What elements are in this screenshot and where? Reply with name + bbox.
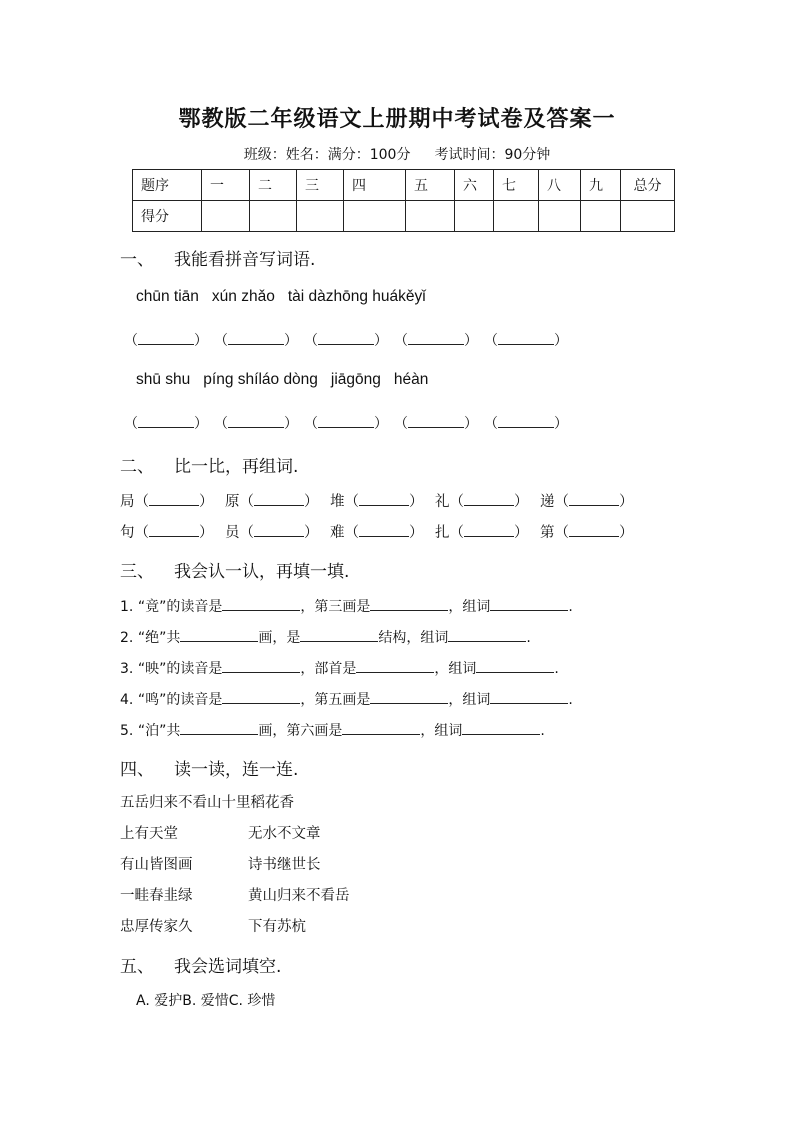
score-cell[interactable] xyxy=(344,201,406,232)
pinyin-item: héàn xyxy=(393,371,429,388)
character: 第 xyxy=(540,525,555,541)
section-heading xyxy=(120,557,349,582)
paren-open: （ xyxy=(394,333,408,349)
answer-blank[interactable] xyxy=(254,536,304,537)
matching-text: 五岳归来不看山十里稻花香 xyxy=(120,795,294,811)
section-heading xyxy=(120,245,315,270)
section-title: 比一比，再组词. xyxy=(174,457,299,477)
answer-blank[interactable] xyxy=(462,734,540,735)
matching-right-item[interactable]: 无水不文章 xyxy=(248,826,321,842)
question-text: 画，第六画是 xyxy=(258,723,343,739)
answer-blank[interactable] xyxy=(498,344,554,345)
header-cell: 四 xyxy=(344,170,406,201)
answer-blank[interactable] xyxy=(300,641,378,642)
score-cell[interactable] xyxy=(406,201,455,232)
question-number: 4. xyxy=(120,692,134,708)
character: 句 xyxy=(120,525,135,541)
question-number: 1. xyxy=(120,599,134,615)
section-number: 五、 xyxy=(120,957,154,977)
answer-blank[interactable] xyxy=(318,344,374,345)
answer-blank[interactable] xyxy=(498,427,554,428)
answer-blank[interactable] xyxy=(359,536,409,537)
question-text: ，第三画是 xyxy=(300,599,371,615)
answer-blank[interactable] xyxy=(138,344,194,345)
paren-close: ） xyxy=(409,525,424,541)
answer-blank[interactable] xyxy=(342,734,420,735)
question-item xyxy=(120,596,573,616)
character: 礼 xyxy=(435,494,450,510)
paren-open: （ xyxy=(484,416,498,432)
paren-close: ） xyxy=(619,494,634,510)
question-text: 结构，组词 xyxy=(378,630,449,646)
exam-info xyxy=(0,144,794,164)
question-text: ，组词 xyxy=(448,692,491,708)
answer-blank[interactable] xyxy=(370,703,448,704)
paren-open: （ xyxy=(554,525,569,541)
answer-blank[interactable] xyxy=(464,536,514,537)
section-number: 一、 xyxy=(120,250,154,270)
question-text: 画，是 xyxy=(258,630,301,646)
question-item xyxy=(120,627,531,647)
paren-close: ） xyxy=(284,416,298,432)
paren-open: （ xyxy=(214,416,228,432)
character: 堆 xyxy=(330,494,345,510)
score-cell[interactable] xyxy=(494,201,539,232)
answer-blank[interactable] xyxy=(476,672,554,673)
character: 原 xyxy=(225,494,240,510)
question-text: “竟”的读音是 xyxy=(137,599,223,615)
section-title: 我会认一认，再填一填. xyxy=(174,562,350,582)
section-number: 三、 xyxy=(120,562,154,582)
header-cell: 二 xyxy=(250,170,297,201)
section-title: 我能看拼音写词语. xyxy=(174,250,316,270)
paren-close: ） xyxy=(284,333,298,349)
matching-left-item[interactable]: 忠厚传家久 xyxy=(120,919,193,935)
answer-blank[interactable] xyxy=(222,672,300,673)
paren-open: （ xyxy=(124,416,138,432)
page-title: 鄂教版二年级语文上册期中考试卷及答案一 xyxy=(178,106,616,132)
header-cell: 题序 xyxy=(133,170,202,201)
paren-open: （ xyxy=(134,494,149,510)
answer-blank[interactable] xyxy=(408,427,464,428)
matching-left-item[interactable]: 上有天堂 xyxy=(120,826,178,842)
character: 员 xyxy=(225,525,240,541)
word-options: A. 爱护B. 爱惜C. 珍惜 xyxy=(136,993,276,1009)
section-title: 我会选词填空. xyxy=(174,957,282,977)
question-text: . xyxy=(526,630,531,646)
question-item xyxy=(120,720,545,740)
paren-close: ） xyxy=(199,525,214,541)
character: 难 xyxy=(330,525,345,541)
question-text: . xyxy=(568,599,573,615)
character: 局 xyxy=(120,494,135,510)
paren-open: （ xyxy=(124,333,138,349)
paren-close: ） xyxy=(554,416,568,432)
paren-open: （ xyxy=(304,416,318,432)
question-number: 5. xyxy=(120,723,134,739)
paren-open: （ xyxy=(449,494,464,510)
question-text: . xyxy=(568,692,573,708)
header-cell: 五 xyxy=(406,170,455,201)
paren-open: （ xyxy=(449,525,464,541)
answer-blank[interactable] xyxy=(180,734,258,735)
matching-left-item[interactable]: 有山皆图画 xyxy=(120,857,193,873)
section-number: 二、 xyxy=(120,457,154,477)
answer-blank[interactable] xyxy=(138,427,194,428)
answer-blank[interactable] xyxy=(569,536,619,537)
answer-blank[interactable] xyxy=(569,505,619,506)
question-text: ，部首是 xyxy=(300,661,357,677)
answer-blank[interactable] xyxy=(359,505,409,506)
exam-time-label: 考试时间：90分钟 xyxy=(434,147,551,163)
paren-open: （ xyxy=(214,333,228,349)
paren-open: （ xyxy=(394,416,408,432)
matching-right-item[interactable]: 诗书继世长 xyxy=(248,857,321,873)
paren-close: ） xyxy=(464,333,478,349)
question-item xyxy=(120,689,573,709)
paren-close: ） xyxy=(464,416,478,432)
pinyin-row xyxy=(136,288,439,306)
question-item xyxy=(120,658,559,678)
paren-open: （ xyxy=(344,525,359,541)
answer-blank[interactable] xyxy=(448,641,526,642)
character: 递 xyxy=(540,494,555,510)
question-text: “绝”共 xyxy=(137,630,181,646)
answer-blank[interactable] xyxy=(490,703,568,704)
question-text: . xyxy=(540,723,545,739)
question-text: “泊”共 xyxy=(137,723,181,739)
paren-close: ） xyxy=(619,525,634,541)
score-cell[interactable] xyxy=(539,201,581,232)
answer-blank[interactable] xyxy=(149,536,199,537)
answer-blank-row xyxy=(124,413,574,433)
answer-blank[interactable] xyxy=(149,505,199,506)
answer-blank[interactable] xyxy=(222,703,300,704)
score-cell[interactable] xyxy=(581,201,621,232)
paren-close: ） xyxy=(304,494,319,510)
question-text: ，组词 xyxy=(448,599,491,615)
matching-right-item[interactable]: 下有苏杭 xyxy=(248,919,306,935)
header-cell: 总分 xyxy=(621,170,675,201)
row-label: 得分 xyxy=(133,201,202,232)
header-cell: 九 xyxy=(581,170,621,201)
paren-close: ） xyxy=(554,333,568,349)
score-table-score-row xyxy=(133,201,675,232)
section-heading xyxy=(120,755,298,780)
score-table-header-row xyxy=(133,170,675,201)
answer-blank[interactable] xyxy=(490,610,568,611)
section-title: 读一读，连一连. xyxy=(174,760,299,780)
question-text: ，组词 xyxy=(420,723,463,739)
paren-close: ） xyxy=(199,494,214,510)
question-text: . xyxy=(554,661,559,677)
question-text: “鸣”的读音是 xyxy=(137,692,223,708)
answer-blank[interactable] xyxy=(254,505,304,506)
paren-close: ） xyxy=(374,416,388,432)
answer-blank[interactable] xyxy=(180,641,258,642)
pinyin-item: shū shu xyxy=(136,371,191,388)
paren-close: ） xyxy=(374,333,388,349)
paren-open: （ xyxy=(239,525,254,541)
header-cell: 八 xyxy=(539,170,581,201)
paren-open: （ xyxy=(304,333,318,349)
answer-blank[interactable] xyxy=(408,344,464,345)
answer-blank[interactable] xyxy=(356,672,434,673)
pinyin-item: píng shíláo dòng xyxy=(203,371,318,388)
score-cell[interactable] xyxy=(202,201,250,232)
answer-blank-row xyxy=(124,330,574,350)
paren-open: （ xyxy=(134,525,149,541)
paren-open: （ xyxy=(239,494,254,510)
matching-left-item[interactable]: 一畦春韭绿 xyxy=(120,888,193,904)
score-cell[interactable] xyxy=(297,201,344,232)
answer-blank[interactable] xyxy=(228,427,284,428)
pinyin-row xyxy=(136,371,441,389)
score-cell[interactable] xyxy=(250,201,297,232)
section-heading xyxy=(120,952,281,977)
score-table xyxy=(132,169,675,232)
answer-blank[interactable] xyxy=(370,610,448,611)
question-text: ，第五画是 xyxy=(300,692,371,708)
answer-blank[interactable] xyxy=(318,427,374,428)
paren-open: （ xyxy=(554,494,569,510)
header-cell: 六 xyxy=(455,170,494,201)
answer-blank[interactable] xyxy=(464,505,514,506)
pinyin-item: xún zhǎo xyxy=(211,288,275,305)
answer-blank[interactable] xyxy=(222,610,300,611)
pinyin-item: tài dàzhōng huákěyǐ xyxy=(287,288,426,305)
pinyin-item: jiāgōng xyxy=(330,371,381,388)
paren-close: ） xyxy=(514,525,529,541)
header-cell: 三 xyxy=(297,170,344,201)
class-name-score-label: 班级：姓名：满分：100分 xyxy=(243,147,411,163)
header-cell: 七 xyxy=(494,170,539,201)
question-text: ，组词 xyxy=(434,661,477,677)
pinyin-item: chūn tiān xyxy=(136,288,199,305)
paren-open: （ xyxy=(344,494,359,510)
paren-close: ） xyxy=(194,416,208,432)
compare-row xyxy=(120,490,645,511)
paren-close: ） xyxy=(304,525,319,541)
section-number: 四、 xyxy=(120,760,154,780)
matching-right-item[interactable]: 黄山归来不看岳 xyxy=(248,888,350,904)
score-cell[interactable] xyxy=(621,201,675,232)
character: 扎 xyxy=(435,525,450,541)
section-heading xyxy=(120,452,298,477)
header-cell: 一 xyxy=(202,170,250,201)
answer-blank[interactable] xyxy=(228,344,284,345)
paren-close: ） xyxy=(514,494,529,510)
paren-open: （ xyxy=(484,333,498,349)
paren-close: ） xyxy=(194,333,208,349)
question-number: 2. xyxy=(120,630,134,646)
compare-row xyxy=(120,521,645,542)
question-number: 3. xyxy=(120,661,134,677)
score-cell[interactable] xyxy=(455,201,494,232)
paren-close: ） xyxy=(409,494,424,510)
question-text: “映”的读音是 xyxy=(137,661,223,677)
